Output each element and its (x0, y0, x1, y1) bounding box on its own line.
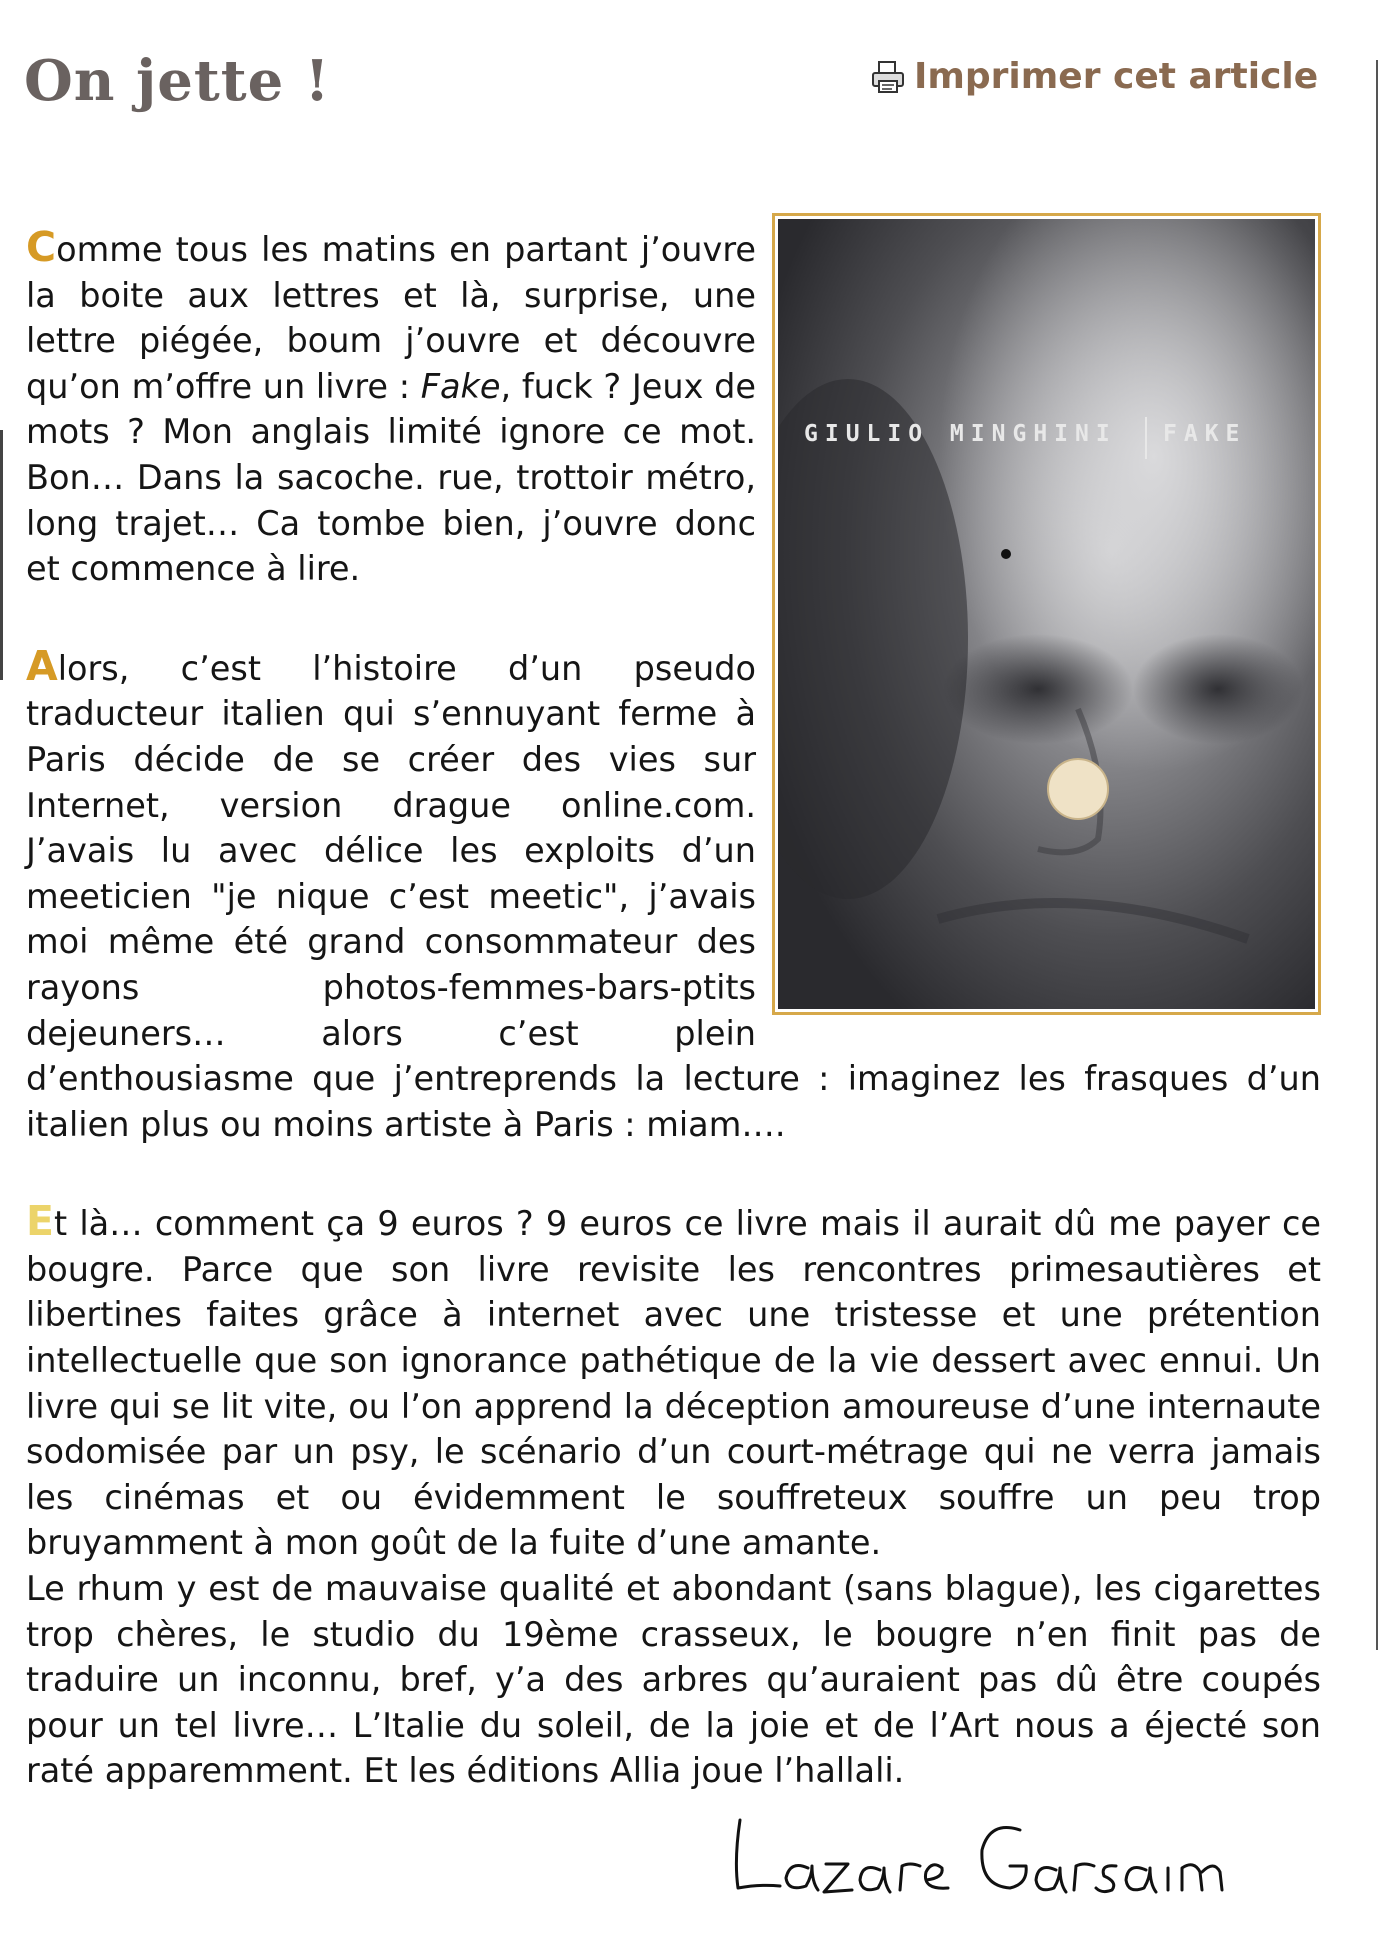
paragraph-2-text: lors, c’est l’histoire d’un pseudo traducteur italien qui s’ennuyant ferme à Paris décide de se créer des vies sur Internet, version drague online.com. J’avais lu avec délice les exploits d’un meeticien "je nique c’est meetic", j’avais moi même été grand consommateur des rayons photos-femmes-bars-ptits dejeuners… alors c’est plein d’enthousiasme que j’entreprends la lecture : imaginez les frasques d’un italien plus ou moins artiste à Paris : miam…. (26, 648, 1321, 1144)
article-title: On jette ! (24, 48, 331, 114)
cover-book-title: FAKE (1163, 421, 1247, 447)
book-cover-art (778, 219, 1315, 1009)
dropcap-e: E (26, 1197, 55, 1246)
printer-icon (870, 59, 906, 95)
scan-edge-left (0, 430, 3, 680)
cover-author: GIULIO MINGHINI (804, 421, 1117, 447)
paragraph-4: Le rhum y est de mauvaise qualité et abondant (sans blague), les cigarettes trop chères, le studio du 19ème crasseux, le bougre n’en finit pas de traduire un inconnu, bref, y’a des arbres qu’auraient pas dû être coupés pour un tel livre… L’Italie du soleil, de la joie et de l’Art nous a éjecté son raté apparemment. Et les éditions Allia joue l’hallali. (26, 1569, 1321, 1791)
paragraph-1-text-b: , fuck ? Jeux de mots ? Mon anglais limité ignore ce mot. Bon… Dans la sacoche. rue, trottoir métro, long trajet… Ca tombe bien, j’ouvre donc et commence à lire. (26, 366, 756, 589)
article-body (26, 225, 1321, 1794)
scan-edge-right (1376, 60, 1378, 1650)
handwritten-signature (720, 1790, 1240, 1910)
print-article-link[interactable] (870, 56, 1318, 97)
book-cover-image (772, 213, 1321, 1015)
dropcap-c: C (26, 223, 57, 271)
book-title-inline: Fake (420, 366, 501, 406)
paragraph-3-text: t là… comment ça 9 euros ? 9 euros ce livre mais il aurait dû me payer ce bougre. Parce que son livre revisite les rencontres primesautières et libertines faites grâce à internet avec une tristesse et une prétention intellectuelle que son ignorance pathétique de la vie dessert avec ennui. Un livre qui se lit vite, ou l’on apprend la déception amoureuse d’une internaute sodomisée par un psy, le scénario d’un court-métrage qui ne verra jamais les cinémas et ou évidemment le souffreteux souffre un peu trop bruyamment à mon goût de la fuite d’une amante. (26, 1204, 1321, 1563)
paragraph-3 (26, 1199, 1321, 1566)
dropcap-a: A (26, 641, 58, 690)
paragraph-1-text-a: omme tous les matins en partant j’ouvre la boite aux lettres et là, surprise, une lettre piégée, boum j’ouvre et découvre qu’on m’offre un livre : (26, 230, 756, 406)
print-article-label: Imprimer cet article (914, 56, 1319, 97)
